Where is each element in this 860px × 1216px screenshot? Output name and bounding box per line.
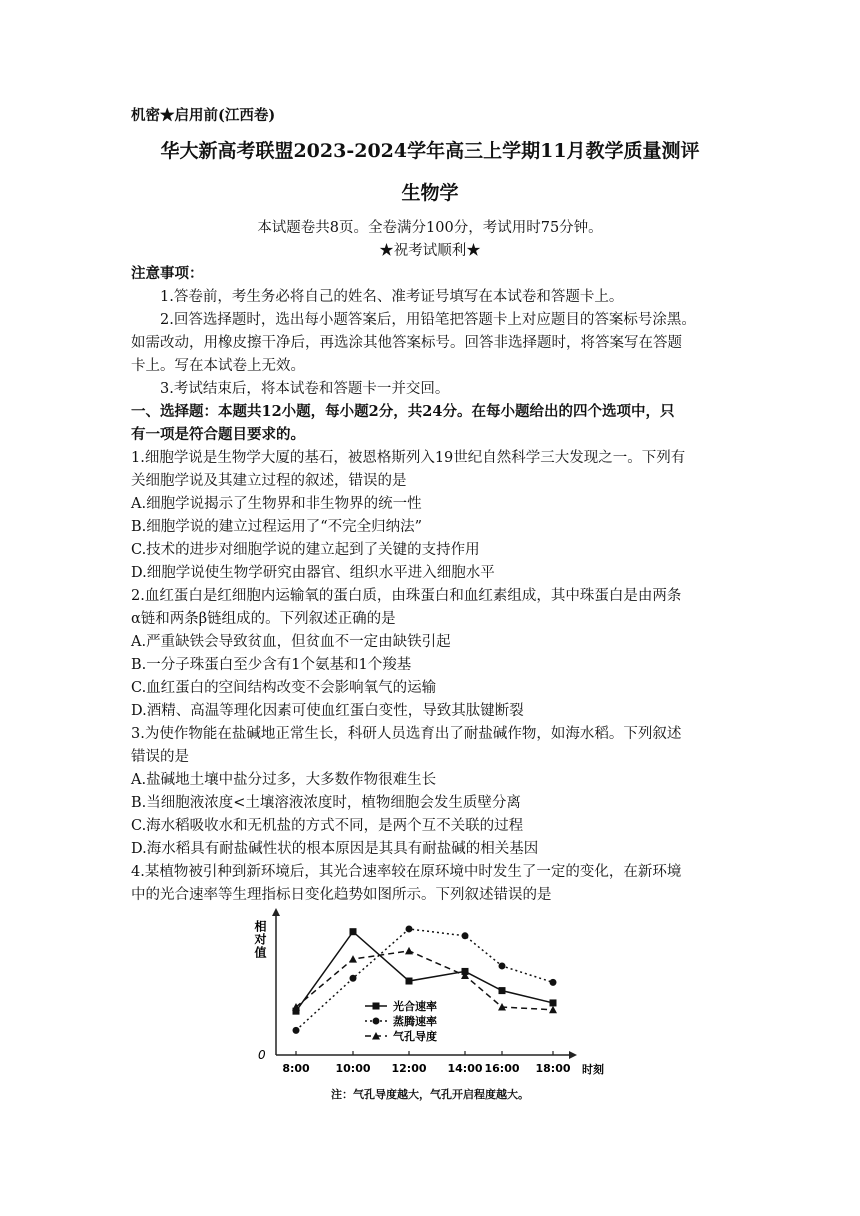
q1-option-a: A.细胞学说揭示了生物界和非生物界的统一性 — [131, 496, 422, 512]
q1-option-d: D.细胞学说使生物学研究由器官、组织水平进入细胞水平 — [131, 565, 495, 581]
q2-stem-line-1: 2.血红蛋白是红细胞内运输氧的蛋白质，由珠蛋白和血红素组成，其中珠蛋白是由两条 — [131, 588, 682, 604]
data-point — [405, 947, 413, 955]
confidential-label: 机密★启用前(江西卷) — [131, 107, 276, 124]
data-point — [406, 978, 413, 985]
note-2-line-3: 卡上。写在本试卷上无效。 — [131, 358, 305, 374]
data-point — [499, 962, 506, 969]
note-3: 3.考试结束后，将本试卷和答题卡一并交回。 — [160, 381, 450, 397]
legend-marker — [373, 1003, 380, 1010]
legend-label: 光合速率 — [393, 1000, 437, 1013]
section-heading-line-2: 有一项是符合题目要求的。 — [131, 426, 305, 443]
legend-label: 蒸腾速率 — [393, 1015, 437, 1028]
x-tick-label: 14:00 — [447, 1062, 483, 1075]
x-tick-label: 18:00 — [535, 1062, 571, 1075]
q3-option-b: B.当细胞液浓度<土壤溶液浓度时，植物细胞会发生质壁分离 — [131, 795, 521, 811]
legend-label: 气孔导度 — [393, 1030, 437, 1043]
data-point — [406, 925, 413, 932]
note-1: 1.答卷前，考生务必将自己的姓名、准考证号填写在本试卷和答题卡上。 — [160, 289, 624, 305]
q2-option-d: D.酒精、高温等理化因素可使血红蛋白变性，导致其肽键断裂 — [131, 703, 524, 719]
x-tick-label: 12:00 — [391, 1062, 427, 1075]
q2-option-b: B.一分子珠蛋白至少含有1个氨基和1个羧基 — [131, 657, 412, 673]
q4-stem-line-2: 中的光合速率等生理指标日变化趋势如图所示。下列叙述错误的是 — [131, 887, 552, 903]
q3-stem-line-2: 错误的是 — [131, 749, 189, 765]
q3-option-d: D.海水稻具有耐盐碱性状的根本原因是其具有耐盐碱的相关基因 — [131, 841, 539, 857]
figure-caption: 注：气孔导度越大，气孔开启程度越大。 — [331, 1088, 529, 1101]
section-heading-line-1: 一、选择题：本题共12小题，每小题2分，共24分。在每小题给出的四个选项中，只 — [131, 403, 675, 420]
data-point — [350, 928, 357, 935]
x-axis-label: 时刻 — [582, 1063, 604, 1076]
q2-option-a: A.严重缺铁会导致贫血，但贫血不一定由缺铁引起 — [131, 634, 451, 650]
q1-stem-line-2: 关细胞学说及其建立过程的叙述，错误的是 — [131, 473, 407, 489]
good-luck-line: ★祝考试顺利★ — [379, 243, 481, 259]
x-tick-label: 16:00 — [484, 1062, 520, 1075]
notes-heading: 注意事项： — [131, 265, 204, 282]
data-point — [550, 999, 557, 1006]
origin-label: 0 — [258, 1048, 266, 1062]
x-tick-label: 8:00 — [282, 1062, 310, 1075]
exam-info: 本试题卷共8页。全卷满分100分，考试用时75分钟。 — [257, 220, 603, 236]
q2-stem-line-2: α链和两条β链组成的。下列叙述正确的是 — [131, 611, 396, 627]
physiology-line-chart — [240, 900, 620, 1110]
y-axis-arrow — [272, 908, 280, 916]
note-2-line-1: 2.回答选择题时，选出每小题答案后，用铅笔把答题卡上对应题目的答案标号涂黑。 — [160, 312, 696, 328]
note-2-line-2: 如需改动，用橡皮擦干净后，再选涂其他答案标号。回答非选择题时，将答案写在答题 — [131, 335, 682, 351]
q1-stem-line-1: 1.细胞学说是生物学大厦的基石，被恩格斯列入19世纪自然科学三大发现之一。下列有 — [131, 450, 686, 466]
exam-title: 华大新高考联盟2023-2024学年高三上学期11月教学质量测评 — [160, 140, 700, 162]
data-point — [550, 979, 557, 986]
x-tick-label: 10:00 — [335, 1062, 371, 1075]
q1-option-c: C.技术的进步对细胞学说的建立起到了关键的支持作用 — [131, 542, 480, 558]
data-point — [462, 932, 469, 939]
subject-title: 生物学 — [401, 182, 459, 204]
q4-stem-line-1: 4.某植物被引种到新环境后，其光合速率较在原环境中时发生了一定的变化，在新环境 — [131, 864, 682, 880]
q3-option-a: A.盐碱地土壤中盐分过多，大多数作物很难生长 — [131, 772, 437, 788]
x-axis-arrow — [569, 1051, 577, 1059]
data-point — [549, 1006, 557, 1014]
y-axis-label: 相对值 — [253, 920, 267, 959]
q1-option-b: B.细胞学说的建立过程运用了“不完全归纳法” — [131, 519, 423, 535]
data-point — [349, 955, 357, 963]
q2-option-c: C.血红蛋白的空间结构改变不会影响氧气的运输 — [131, 680, 437, 696]
q3-option-c: C.海水稻吸收水和无机盐的方式不同，是两个互不关联的过程 — [131, 818, 524, 834]
data-point — [350, 975, 357, 982]
q3-stem-line-1: 3.为使作物能在盐碱地正常生长，科研人员选育出了耐盐碱作物，如海水稻。下列叙述 — [131, 726, 682, 742]
data-point — [499, 987, 506, 994]
legend-marker — [373, 1018, 380, 1025]
data-point — [293, 1027, 300, 1034]
